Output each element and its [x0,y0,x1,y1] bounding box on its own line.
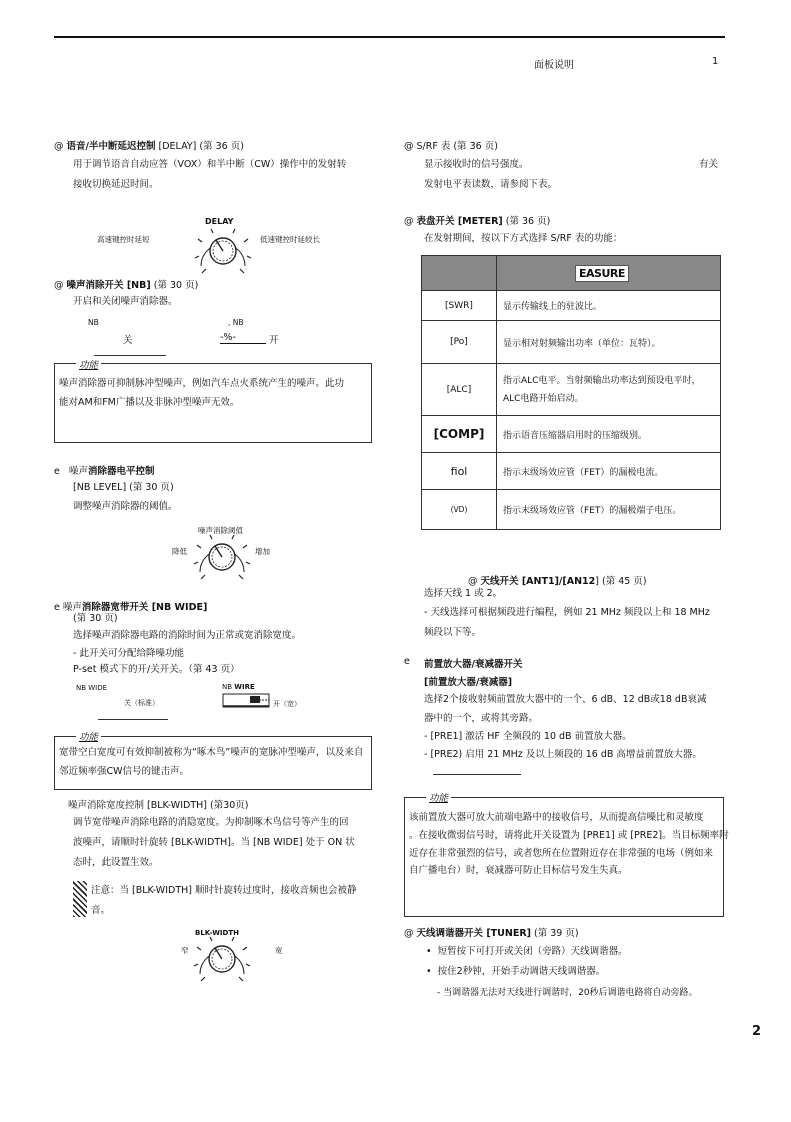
tuner-heading: @ 天线调谐器开关 [TUNER] (第 39 页) [404,928,579,939]
preamp-function-line-3: 近存在非常强烈的信号，或者您所在位置附近存在非常强的电场（例如来 [409,848,714,859]
nblevel-heading: e 噪声消除器电平控制 [54,466,155,477]
delay-heading: @ 语音/半中断延迟控制 [DELAY] (第 36 页) [54,141,244,152]
meter-table-header-row [422,256,721,291]
meter-key-po: [Po] [422,321,497,364]
blkwidth-line-1: 调节宽带噪声消除电路的消隐宽度。为抑制啄木鸟信号等产生的回 [73,817,349,828]
nb-function-rule [94,355,166,356]
delay-knob-icon[interactable] [193,226,253,274]
preamp-bullet: e [404,656,410,667]
meter-desc-alc: 指示ALC电平。当射频输出功率达到预设电平时， ALC电路开始启动。 [497,364,721,416]
nblevel-line-2: 调整噪声消除器的阈值。 [73,501,178,512]
preamp-function-line-2: 。在接收微弱信号时，请将此开关设置为 [PRE1] 或 [PRE2]。当目标频率附 [409,830,729,841]
srf-line-1: 显示接收时的信号强度。 [424,159,529,170]
table-row [422,291,721,321]
preamp-function-title: 功能 [426,790,451,804]
tuner-sub: - 当调谐器无法对天线进行调谐时，20秒后调谐电路将自动旁路。 [437,988,698,998]
ant-heading: @ 天线开关 [ANT1]/[AN12] (第 45 页) [468,576,647,587]
preamp-line-4: - [PRE2) 启用 21 MHz 及以上频段的 16 dB 高增益前置放大器。 [424,749,702,760]
blkwidth-right-label: 宽 [275,946,283,955]
nb-switch-label-right: , NB [228,318,244,327]
nb-switch-symbol[interactable]: -%- [220,332,266,344]
meter-desc-id: 指示末级场效应管（FET）的漏极电流。 [497,453,721,490]
blkwidth-knob-icon[interactable] [192,934,252,982]
nbwide-heading: e 噪声消除器宽带开关 [NB WIDE] [54,602,208,613]
meter-key-id: fiol [422,453,497,490]
nbwide-switch-label-left: NB WIDE [76,684,108,692]
nblevel-left-label: 降低 [172,547,187,556]
nbwide-function-line-1: 宽带空白宽度可有效抑制被称为“啄木鸟”噪声的宽脉冲型噪声，以及来自 [59,747,364,758]
nbwide-switch-icon[interactable] [222,692,272,710]
preamp-line-2: 器中的一个，或将其旁路。 [424,713,539,724]
nbwide-line-2: 选择噪声消除器电路的消除时间为正常或宽消除宽度。 [73,630,302,641]
blkwidth-knob-label: BLK-WIDTH [195,929,239,937]
delay-knob-label: DELAY [205,217,234,226]
nbwide-line-1: (第 30 页) [73,613,118,624]
delay-left-label: 高速键控时延短 [97,235,150,244]
table-row [422,416,721,453]
delay-line-1: 用于调节语音自动应答（VOX）和半中断（CW）操作中的发射转 [73,159,347,170]
srf-line-1-right: 有关 [699,159,719,170]
header-rule [54,36,725,38]
preamp-heading-1: 前置放大器/衰减器开关 [424,659,523,670]
table-row [422,364,721,416]
nb-on-label: 开 [269,335,279,346]
meter-key-alc: [ALC] [422,364,497,416]
header-page-number: 1 [712,56,719,67]
nb-line: 开启和关闭噪声消除器。 [73,296,178,307]
meter-heading: @ 表盘开关 [METER] (第 36 页) [404,216,551,227]
ant-line-3: 频段以下等。 [424,627,482,638]
nb-function-title: 功能 [76,357,101,371]
blkwidth-line-3: 态时，此设置生效。 [73,857,159,868]
ant-line-1: 选择天线 1 或 2。 [424,588,503,599]
nb-heading: @ 噪声消除开关 [NB] (第 30 页) [54,280,199,291]
nblevel-knob-label: 噪声消除阈值 [198,526,243,535]
meter-key-swr: [SWR] [422,291,497,321]
nb-switch-label-left: NB [88,318,99,327]
tuner-bullet-2: • 按住2秒钟，开始手动调谐天线调谐器。 [426,966,606,977]
table-row [422,490,721,530]
nbwide-function-line-2: 邻近频率强CW信号的键击声。 [59,766,190,777]
meter-desc-vd: 指示末级场效应管（FET）的漏极端子电压。 [497,490,721,530]
meter-key-comp: [COMP] [422,416,497,453]
preamp-line-1: 选择2个接收射频前置放大器中的一个、6 dB、12 dB或18 dB衰减 [424,694,707,705]
meter-table-header-logo-cell [497,256,721,291]
note-hatch-icon [73,881,87,917]
blkwidth-note-line-1: 注意：当 [BLK-WIDTH] 顺时针旋转过度时，接收音频也会被静 [91,885,357,896]
nb-off-label: 关 [123,335,133,346]
meter-desc-comp: 指示语音压缩器启用时的压缩级别。 [497,416,721,453]
nbwide-function-rule [98,719,168,720]
nbwide-wide-label: 开（宽） [273,700,301,708]
meter-desc-po: 显示相对射频输出功率（单位：瓦特）。 [497,321,721,364]
ant-line-2: - 天线选择可根据频段进行编程，例如 21 MHz 频段以上和 18 MHz [424,607,710,618]
header-title: 面板说明 [534,60,574,71]
nb-function-line-2: 能对AM和FM广播以及非脉冲型噪声无效。 [59,397,240,408]
srf-heading: @ S/RF 表 (第 36 页) [404,141,498,152]
table-row [422,453,721,490]
delay-line-2: 接收切换延迟时间。 [73,179,159,190]
nblevel-right-label: 增加 [255,547,270,556]
preamp-line-3: - [PRE1] 激活 HF 全频段的 10 dB 前置放大器。 [424,731,632,742]
meter-desc-swr: 显示传输线上的驻波比。 [497,291,721,321]
page-number: 2 [752,1024,762,1039]
tuner-bullet-1: • 短暂按下可打开或关闭（旁路）天线调谐器。 [426,946,628,957]
nblevel-knob-icon[interactable] [192,532,252,580]
nbwide-line-3: - 此开关可分配给降噪功能 [73,648,184,659]
meter-key-vd: (VD) [422,490,497,530]
srf-line-2: 发射电平表读数，请参阅下表。 [424,179,558,190]
preamp-function-line-1: 该前置放大器可放大前端电路中的接收信号，从而提高信噪比和灵敏度 [409,812,704,823]
blkwidth-line-2: 波噪声，请顺时针旋转 [BLK-WIDTH]。当 [NB WIDE] 处于 ON 状 [73,837,355,848]
blkwidth-note-line-2: 音。 [91,905,111,916]
meter-line: 在发射期间，按以下方式选择 S/RF 表的功能： [424,233,623,244]
meter-logo: EASURE [575,265,629,282]
preamp-function-line-4: 自广播电台）时，衰减器可防止目标信号发生失真。 [409,865,628,876]
blkwidth-heading: 噪声消除宽度控制 [BLK-WIDTH] (第30页) [68,800,249,811]
nbwide-function-title: 功能 [76,729,101,743]
nbwide-normal-label: 关（标准） [124,699,159,707]
nbwide-line-4: P-set 模式下的开/关开关。（第 43 页） [73,664,240,675]
delay-right-label: 低速键控时延较长 [260,235,320,244]
nblevel-line-1: [NB LEVEL] (第 30 页) [73,482,174,493]
nb-function-line-1: 噪声消除器可抑制脉冲型噪声，例如汽车点火系统产生的噪声。此功 [59,378,345,389]
meter-table [421,255,721,530]
meter-table-header-cell [422,256,497,291]
nbwide-switch-label-right: NB WIRE [222,683,255,691]
blkwidth-left-label: 窄 [181,946,189,955]
preamp-heading-2: [前置放大器/衰减器] [424,677,513,688]
table-row [422,321,721,364]
preamp-function-rule [433,774,521,775]
